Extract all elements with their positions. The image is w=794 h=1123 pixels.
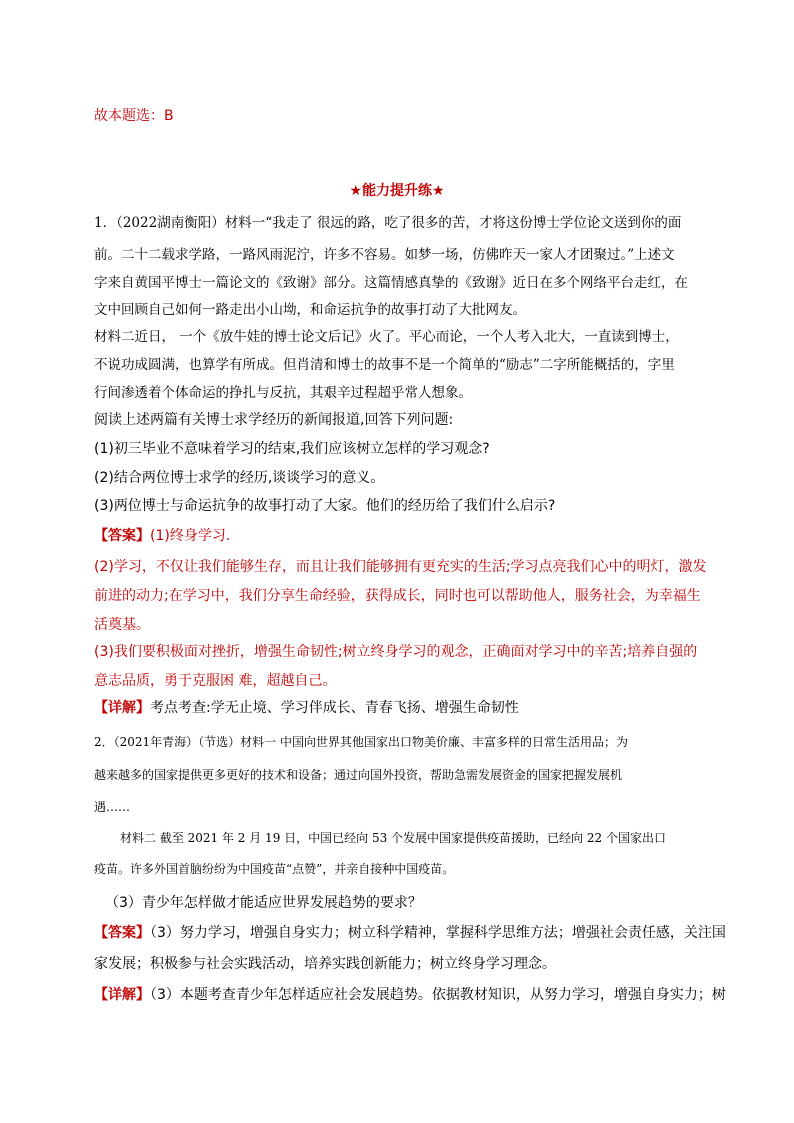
- q1-line: 字来自黄国平博士一篇论文的《致谢》部分。这篇情感真挚的《致谢》近日在多个网络平台走红，在: [94, 275, 688, 291]
- q1-answer-2-line: (2)学习，不仅让我们能够生存，而且让我们能够拥有更充实的生活;学习点亮我们心中的明灯，激发: [94, 559, 707, 575]
- q1-answer-3-line: 意志品质，勇于克服困 难，超越自己。: [94, 673, 337, 689]
- q2-line: 遇……: [94, 800, 131, 814]
- q1-line: 材料二近日， 一个《放牛娃的博士论文后记》火了。平心而论，一个人考入北大，一直读到博士，: [94, 329, 679, 345]
- q1-line: 文中回顾自己如何一路走出小山坳，和命运抗争的故事打动了大批网友。: [94, 302, 526, 318]
- previous-answer-line: 故本题选：B: [94, 108, 174, 124]
- q1-prompt: 阅读上述两篇有关博士求学经历的新闻报道,回答下列问题:: [94, 412, 454, 428]
- q2-line: 2．（2021年青海）（节选）材料一 中国向世界其他国家出口物美价廉、丰富多样的日常生活用品；为: [94, 735, 628, 749]
- detail-text: 考点考查:学无止境、学习伴成长、青春飞扬、增强生命韧性: [150, 700, 519, 716]
- q2-answer-line-1: [94, 922, 726, 942]
- q1-subquestion-3: (3)两位博士与命运抗争的故事打动了大家。他们的经历给了我们什么启示?: [94, 498, 556, 514]
- detail-text: （3）本题考查青少年怎样适应社会发展趋势。依据教材知识，从努力学习，增强自身实力；树: [150, 987, 726, 1003]
- q1-subquestion-1: (1)初三毕业不意味着学习的结束,我们应该树立怎样的学习观念?: [94, 441, 490, 457]
- q1-answer-2-line: 活奠基。: [94, 617, 150, 633]
- q1-subquestion-2: (2)结合两位博士求学的经历,谈谈学习的意义。: [94, 470, 385, 486]
- q1-line: 不说功成圆满，也算学有所成。但肖清和博士的故事不是一个简单的“励志”二字所能概括的，字里: [94, 357, 675, 373]
- q1-line: 1．（2022湖南衡阳）材料一“我走了 很远的路，吃了很多的苦，才将这份博士学位论文送到你的面: [94, 215, 682, 231]
- q1-detail: [94, 697, 714, 717]
- q2-material-2-line: 材料二 截至 2021 年 2 月 19 日，中国已经向 53 个发展中国家提供疫苗援助，已经向 22 个国家出口: [120, 831, 666, 845]
- q1-answer-2-line: 前进的动力;在学习中，我们分享生命经验，获得成长，同时也可以帮助他人，服务社会，为幸福生: [94, 588, 701, 604]
- q2-detail: [94, 984, 726, 1004]
- answer-text: （3）努力学习，增强自身实力；树立科学精神，掌握科学思维方法；增强社会责任感，关注国: [150, 925, 726, 941]
- q1-line: 行间渗透着个体命运的挣扎与反抗，其艰辛过程超乎常人想象。: [94, 385, 472, 401]
- q2-question: （3）青少年怎样做才能适应世界发展趋势的要求？: [105, 895, 422, 911]
- detail-tag: 【详解】: [94, 987, 150, 1003]
- q1-answer-3-line: (3)我们要积极面对挫折，增强生命韧性;树立终身学习的观念，正确面对学习中的辛苦;培养自强的: [94, 644, 698, 660]
- answer-text: (1)终身学习.: [150, 528, 231, 544]
- detail-tag: 【详解】: [94, 700, 150, 716]
- q1-line: 前。二十二载求学路，一路风雨泥泞，许多不容易。如梦一场，仿佛昨天一家人才团聚过。”上述文: [94, 247, 675, 263]
- section-title: ★能力提升练★: [349, 183, 445, 199]
- q2-line: 越来越多的国家提供更多更好的技术和设备；通过向国外投资，帮助急需发展资金的国家把握发展机: [94, 768, 623, 782]
- q2-answer-line-2: 家发展；积极参与社会实践活动，培养实践创新能力；树立终身学习理念。: [94, 956, 556, 972]
- q2-material-2-line: 疫苗。许多外国首脑纷纷为中国疫苗“点赞”，并亲自接种中国疫苗。: [94, 862, 455, 876]
- q1-answer-1: [94, 525, 714, 545]
- answer-tag: 【答案】: [94, 925, 150, 941]
- answer-tag: 【答案】: [94, 528, 150, 544]
